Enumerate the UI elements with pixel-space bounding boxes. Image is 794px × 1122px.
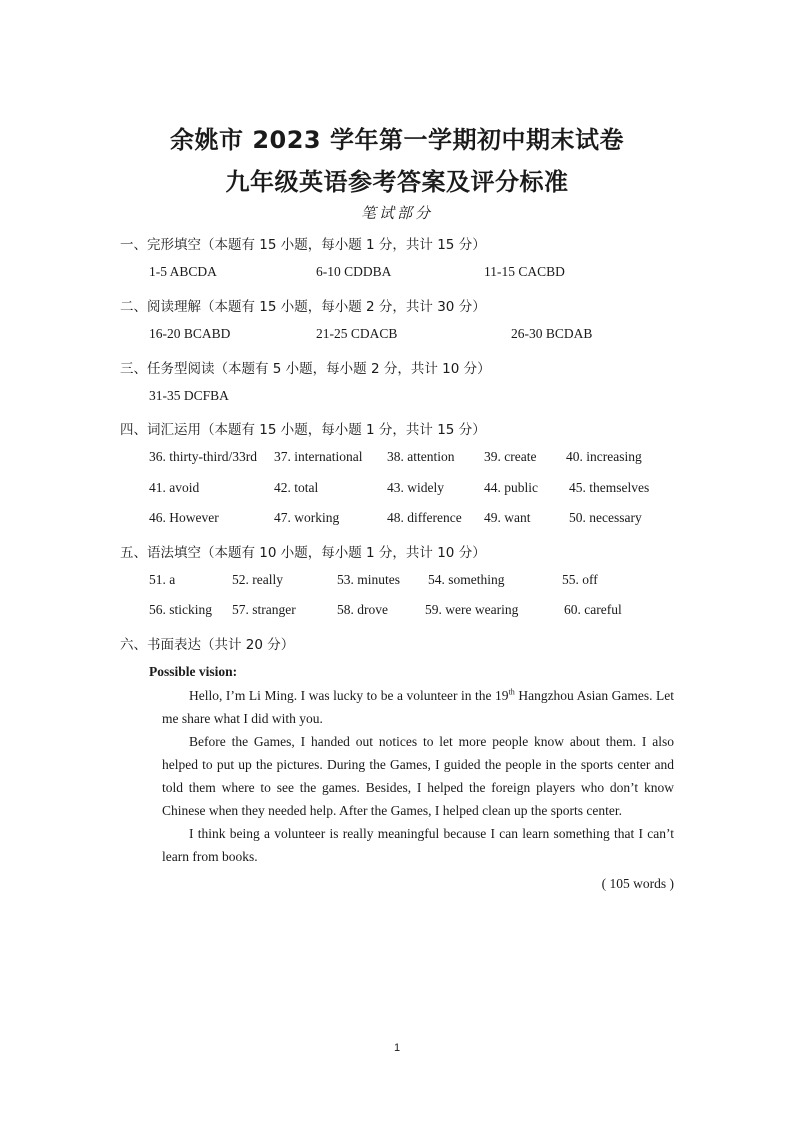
section-heading-cloze: 一、完形填空（本题有 15 小题，每小题 1 分，共计 15 分） xyxy=(120,237,486,253)
section-heading-grammar: 五、语法填空（本题有 10 小题，每小题 1 分，共计 10 分） xyxy=(120,545,486,561)
part-label: 笔试部分 xyxy=(360,204,433,222)
answer-cell: 21-25 CDACB xyxy=(316,326,398,341)
answer-row xyxy=(0,510,794,530)
answer-cell: 42. total xyxy=(274,480,319,495)
answer-cell: 58. drove xyxy=(337,602,388,617)
answer-cell: 37. international xyxy=(274,449,363,464)
answer-cell: 53. minutes xyxy=(337,572,400,587)
answer-cell: 48. difference xyxy=(387,510,462,525)
answer-row xyxy=(0,264,794,284)
answer-cell: 56. sticking xyxy=(149,602,212,617)
answer-row xyxy=(0,572,794,592)
answer-cell: 47. working xyxy=(274,510,340,525)
answer-cell: 38. attention xyxy=(387,449,455,464)
section-heading-reading: 二、阅读理解（本题有 15 小题，每小题 2 分，共计 30 分） xyxy=(120,299,486,315)
section-heading-task-reading: 三、任务型阅读（本题有 5 小题，每小题 2 分，共计 10 分） xyxy=(120,361,491,377)
answer-row xyxy=(0,326,794,346)
answer-cell: 52. really xyxy=(232,572,283,587)
answer-cell: 44. public xyxy=(484,480,538,495)
page-number: 1 xyxy=(393,1042,401,1054)
section-heading-writing: 六、书面表达（共计 20 分） xyxy=(120,637,295,653)
answer-cell: 45. themselves xyxy=(569,480,650,495)
answer-cell: 41. avoid xyxy=(149,480,200,495)
sample-essay xyxy=(162,684,674,868)
answer-cell: 50. necessary xyxy=(569,510,642,525)
answer-cell: 51. a xyxy=(149,572,176,587)
answer-cell: 54. something xyxy=(428,572,505,587)
word-count: ( 105 words ) xyxy=(601,876,674,891)
answer-row xyxy=(0,388,794,408)
answer-row xyxy=(0,480,794,500)
answer-cell: 1-5 ABCDA xyxy=(149,264,217,279)
answer-cell: 31-35 DCFBA xyxy=(149,388,229,403)
essay-text: Hello, I’m Li Ming. I was lucky to be a volunteer in the 19 xyxy=(189,688,509,703)
ordinal-superscript: th xyxy=(508,687,515,697)
answer-cell: 49. want xyxy=(484,510,531,525)
section-heading-vocabulary: 四、词汇运用（本题有 15 小题，每小题 1 分，共计 15 分） xyxy=(120,422,486,438)
answer-row xyxy=(0,449,794,469)
essay-paragraph: I think being a volunteer is really meaningful because I can learn something that I can’t learn from books. xyxy=(162,826,674,864)
answer-cell: 36. thirty-third/33rd xyxy=(149,449,257,464)
answer-row xyxy=(0,602,794,622)
essay-text: Hangzhou Asian Games. Let me share what I did with you. xyxy=(162,688,674,726)
answer-cell: 26-30 BCDAB xyxy=(511,326,593,341)
essay-paragraph: Before the Games, I handed out notices to let more people know about them. I also helped to put up the pictures. During the Games, I guided the people in the sports center and told them where to see the games. Besides, I helped the foreign players who don’t know Chinese when they needed help. After the Games, I helped clean up the sports center. xyxy=(162,734,674,818)
essay-label: Possible vision: xyxy=(149,664,238,679)
exam-title: 余姚市 2023 学年第一学期初中期末试卷 xyxy=(169,126,624,154)
answer-cell: 55. off xyxy=(562,572,598,587)
answer-cell: 16-20 BCABD xyxy=(149,326,231,341)
answer-cell: 6-10 CDDBA xyxy=(316,264,392,279)
answer-cell: 39. create xyxy=(484,449,537,464)
essay-paragraph xyxy=(162,684,674,730)
answer-cell: 40. increasing xyxy=(566,449,642,464)
answer-cell: 46. However xyxy=(149,510,219,525)
answer-cell: 59. were wearing xyxy=(425,602,519,617)
answer-cell: 43. widely xyxy=(387,480,444,495)
answer-cell: 11-15 CACBD xyxy=(484,264,565,279)
answer-cell: 57. stranger xyxy=(232,602,296,617)
answer-key-title: 九年级英语参考答案及评分标准 xyxy=(225,168,569,196)
answer-cell: 60. careful xyxy=(564,602,622,617)
